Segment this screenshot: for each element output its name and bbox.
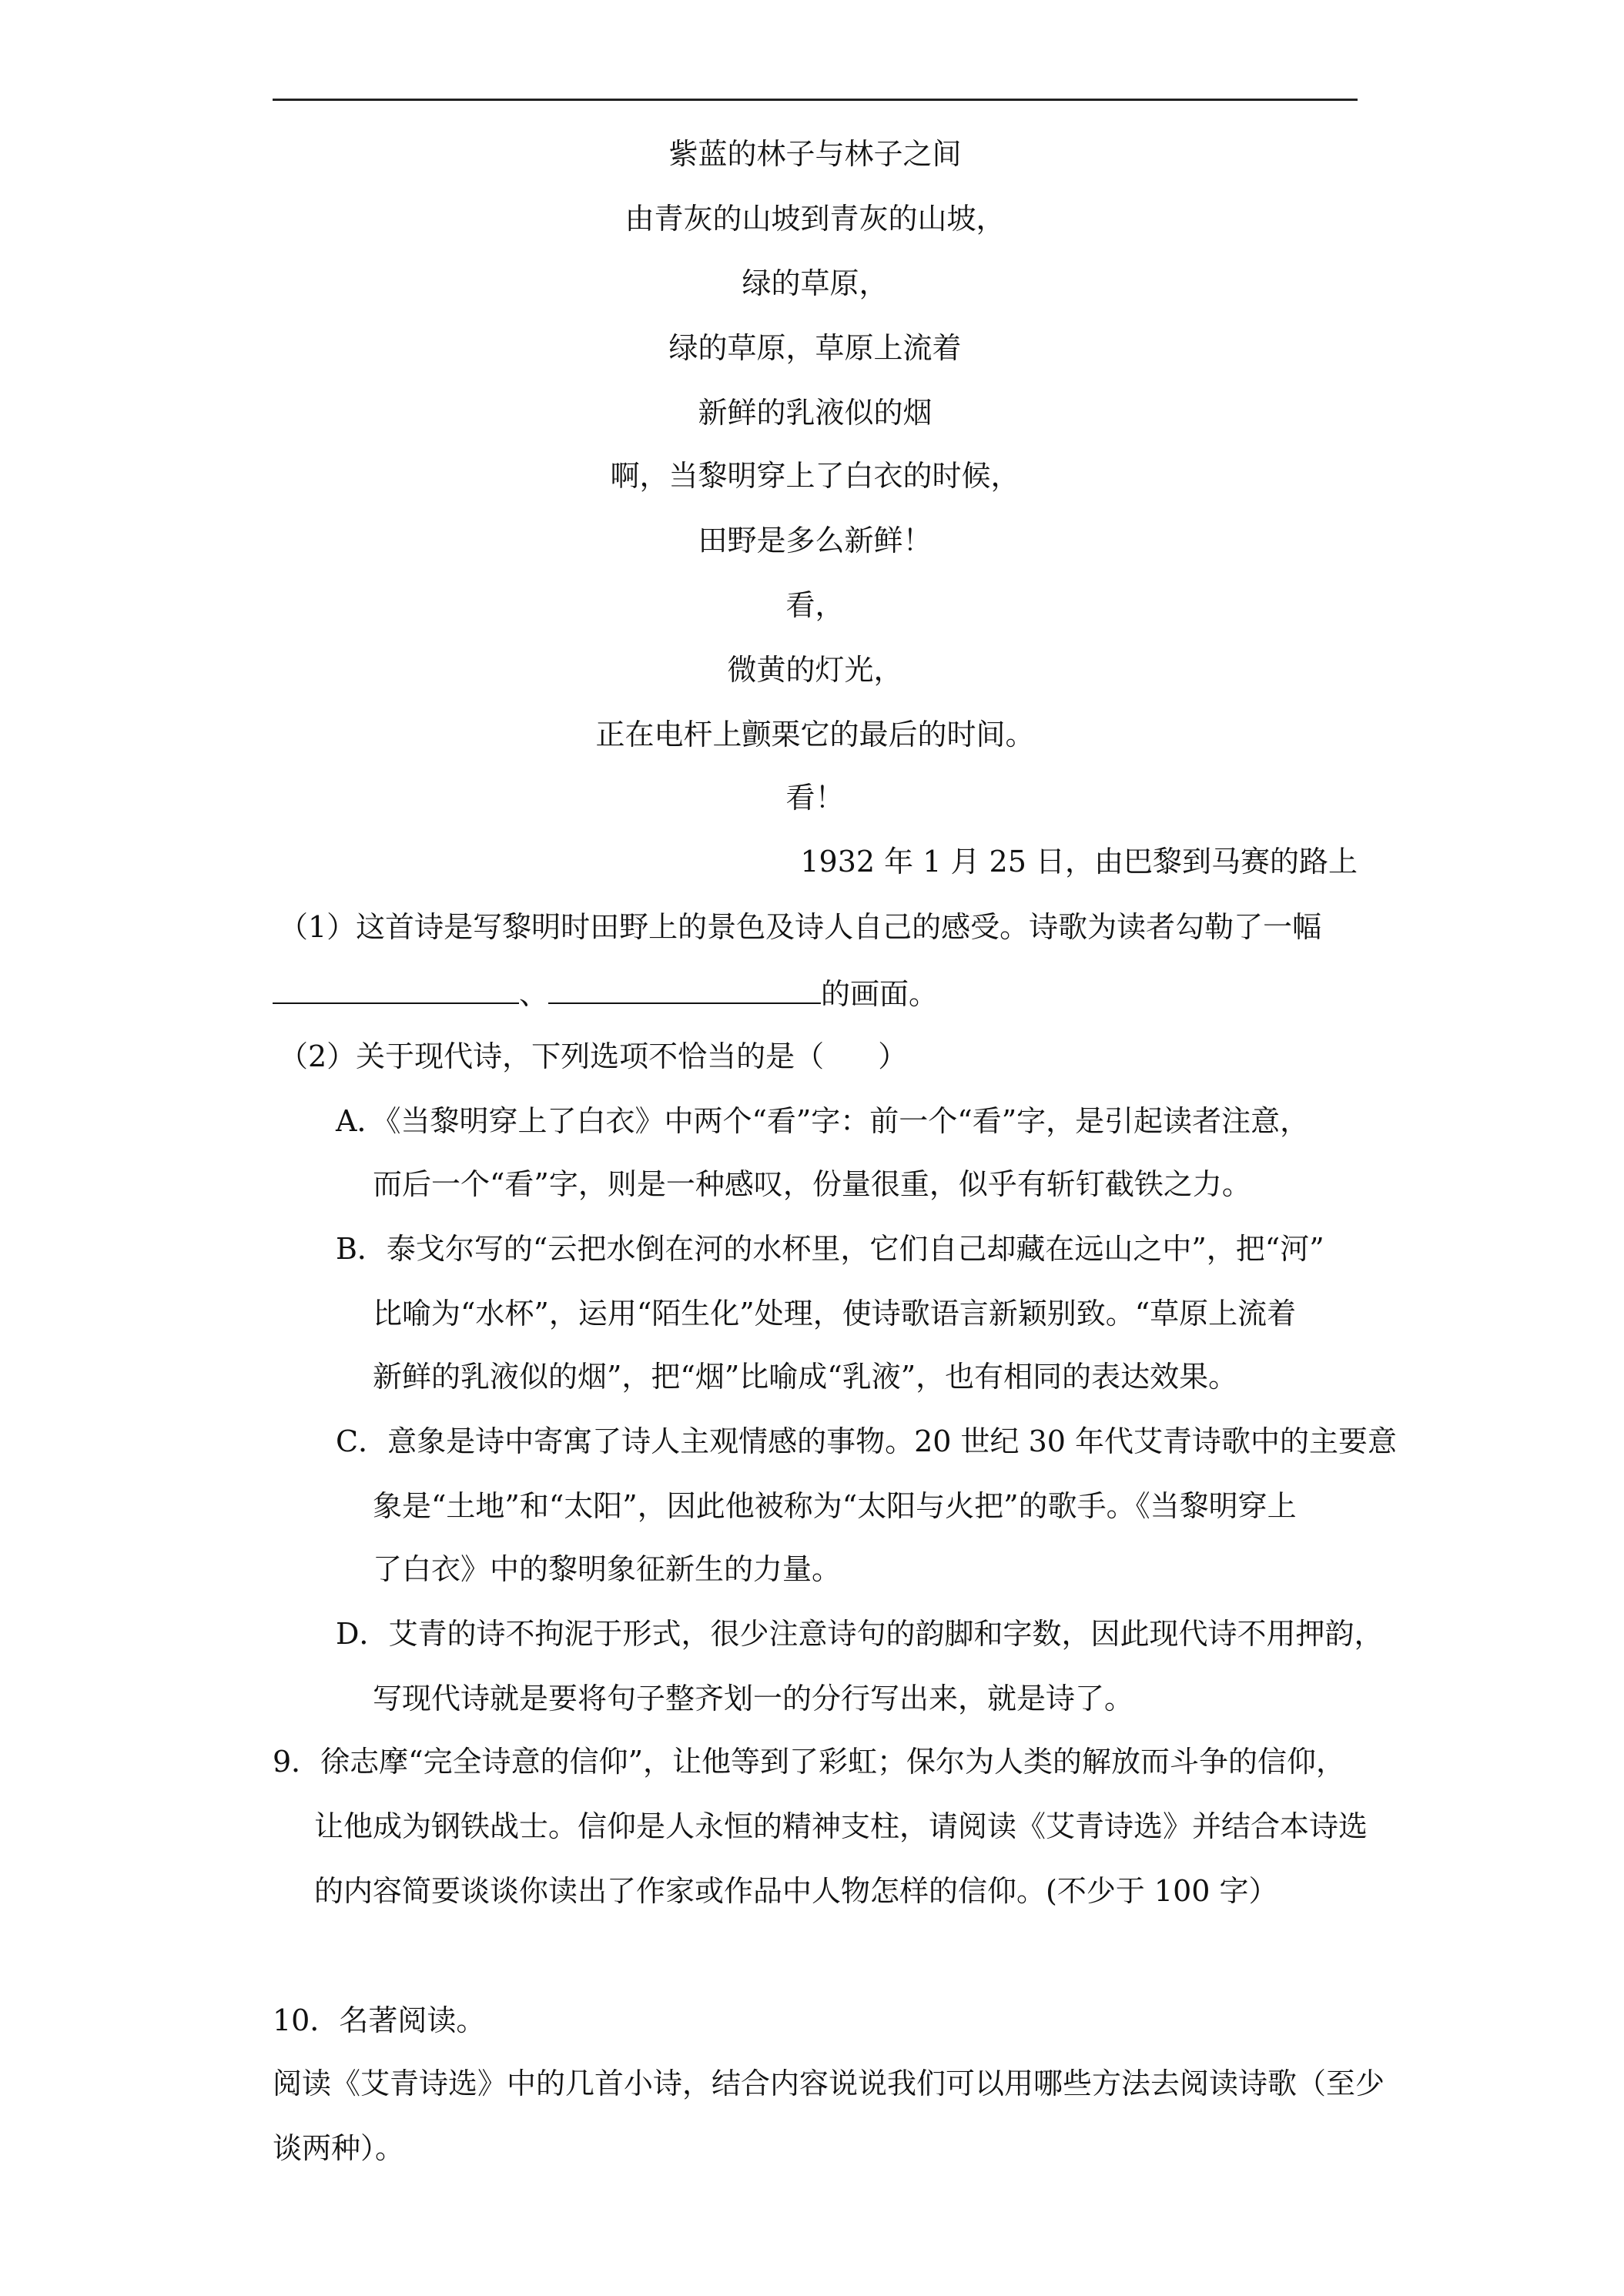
q9-line: 的内容简要谈谈你读出了作家或作品中人物怎样的信仰。(不少于 100 字）: [314, 1874, 1278, 1908]
q10-line: 谈两种）。: [273, 2131, 405, 2165]
option-b-line: 新鲜的乳液似的烟”，把“烟”比喻成“乳液”，也有相同的表达效果。: [373, 1360, 1238, 1394]
option-b-line: B．泰戈尔写的“云把水倒在河的水杯里，它们自己却藏在远山之中”，把“河”: [336, 1232, 1324, 1266]
q1-separator: 、: [519, 977, 549, 1011]
option-c-line: C．意象是诗中寄寓了诗人主观情感的事物。20 世纪 30 年代艾青诗歌中的主要意: [336, 1424, 1398, 1458]
poem-line: 啊，当黎明穿上了白衣的时候，: [610, 459, 1020, 493]
poem-line: 正在电杆上颤栗它的最后的时间。: [595, 718, 1035, 751]
poem-line: 微黄的灯光，: [727, 653, 903, 687]
poem-date: 1932 年 1 月 25 日，由巴黎到马赛的路上: [800, 845, 1358, 879]
q2-stem-text: （2）关于现代诗，下列选项不恰当的是（: [279, 1039, 825, 1073]
poem-line: 田野是多么新鲜！: [698, 524, 933, 557]
q10-line: 阅读《艾青诗选》中的几首小诗，结合内容说说我们可以用哪些方法去阅读诗歌（至少: [273, 2067, 1385, 2100]
header-rule: [273, 99, 1358, 101]
poem-line: 新鲜的乳液似的烟: [698, 396, 933, 430]
option-b-line: 比喻为“水杯”，运用“陌生化”处理，使诗歌语言新颖别致。“草原上流着: [373, 1297, 1297, 1330]
q9-line: 让他成为钢铁战士。信仰是人永恒的精神支柱，请阅读《艾青诗选》并结合本诗选: [314, 1809, 1368, 1843]
q1-tail: 的画面。: [821, 977, 939, 1011]
poem-line: 看！: [785, 781, 845, 815]
poem-line: 由青灰的山坡到青灰的山坡，: [624, 202, 1006, 236]
q2-stem: [279, 1038, 907, 1075]
option-c-line: 象是“土地”和“太阳”，因此他被称为“太阳与火把”的歌手。《当黎明穿上: [373, 1489, 1297, 1523]
poem-line: 紫蓝的林子与林子之间: [668, 137, 962, 171]
q10-title: 10．名著阅读。: [273, 2003, 486, 2037]
q1-answer-line: [273, 973, 938, 1012]
answer-blank-2[interactable]: [548, 973, 821, 1004]
q9-line: 9．徐志摩“完全诗意的信仰”，让他等到了彩虹；保尔为人类的解放而斗争的信仰，: [273, 1745, 1346, 1779]
option-c-line: 了白衣》中的黎明象征新生的力量。: [373, 1552, 842, 1586]
q1-stem: （1）这首诗是写黎明时田野上的景色及诗人自己的感受。诗歌为读者勾勒了一幅: [279, 910, 1322, 944]
option-d-line: 写现代诗就是要将句子整齐划一的分行写出来，就是诗了。: [373, 1682, 1134, 1715]
option-a-line: 而后一个“看”字，则是一种感叹，份量很重，似乎有斩钉截铁之力。: [373, 1167, 1251, 1201]
poem-line: 绿的草原，: [742, 266, 889, 300]
poem-line: 看，: [785, 588, 845, 622]
answer-blank-1[interactable]: [273, 973, 519, 1004]
poem-line: 绿的草原，草原上流着: [668, 331, 962, 365]
q2-stem-close: ）: [878, 1039, 908, 1073]
option-d-line: D．艾青的诗不拘泥于形式，很少注意诗句的韵脚和字数，因此现代诗不用押韵，: [336, 1617, 1384, 1651]
option-a-line: A．《当黎明穿上了白衣》中两个“看”字：前一个“看”字，是引起读者注意，: [336, 1104, 1310, 1138]
